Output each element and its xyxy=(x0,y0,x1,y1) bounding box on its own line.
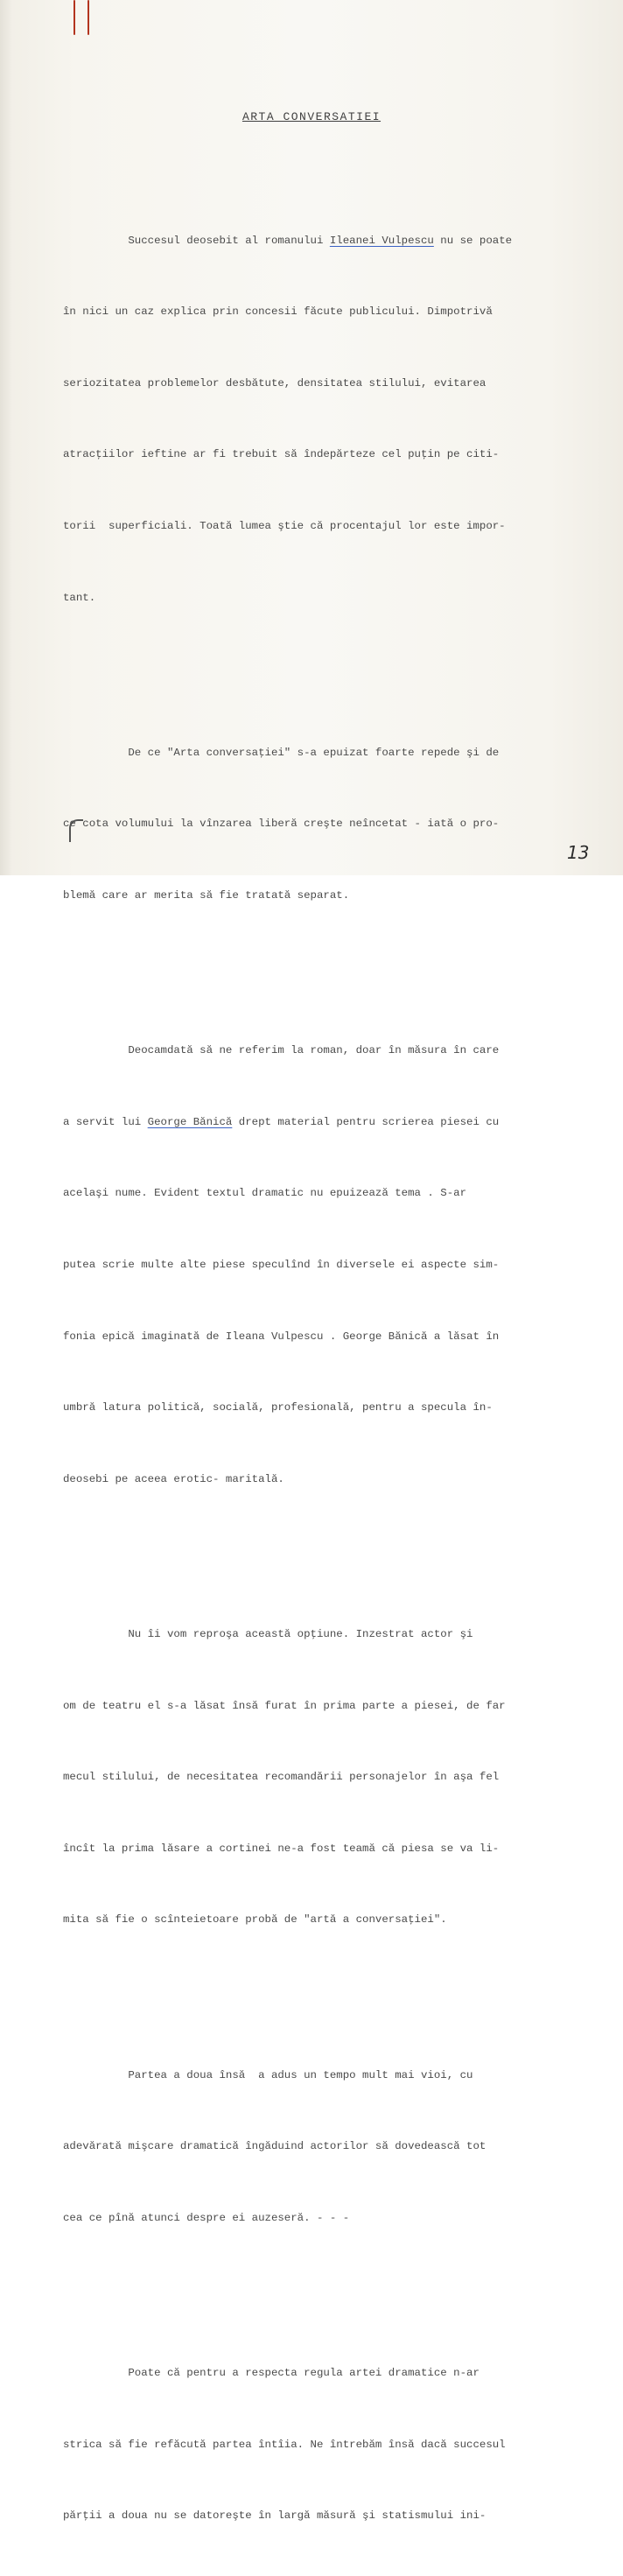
text-line: ce cota volumului la vînzarea liberă creşte neîncetat - iată o pro- xyxy=(63,818,500,831)
text-line: Nu îi vom reproşa această opţiune. Inzestrat actor şi xyxy=(63,1627,473,1640)
document-body xyxy=(63,158,553,2576)
text-line: părţii a doua nu se datoreşte în largă măsură şi statismului ini- xyxy=(63,2509,486,2523)
document-title: ARTA CONVERSATIEI xyxy=(242,110,382,123)
text-line: seriozitatea problemelor desbătute, densitatea stilului, evitarea xyxy=(63,376,486,390)
page-number: 13 xyxy=(567,842,590,863)
text-line: Succesul deosebit al romanului Ileanei Vulpescu nu se poate xyxy=(63,234,513,247)
author-name-underlined: Ileanei Vulpescu xyxy=(329,234,434,247)
text-line: încît la prima lăsare a cortinei ne-a fost teamă că piesa se va li- xyxy=(63,1842,500,1855)
text-line: fonia epică imaginată de Ileana Vulpescu . George Bănică a lăsat în xyxy=(63,1330,500,1343)
text-line: în nici un caz explica prin concesii făcute publicului. Dimpotrivă xyxy=(63,305,493,319)
binder-mark-right xyxy=(88,0,89,35)
text-line: strica să fie refăcută partea întîia. Ne întrebăm însă dacă succesul xyxy=(63,2438,506,2451)
text-line: cea ce pînă atunci despre ei auzeseră. - - - xyxy=(63,2211,350,2224)
text-line: mecul stilului, de necesitatea recomandării personajelor în aşa fel xyxy=(63,1771,500,1784)
text-line: tant. xyxy=(63,591,96,604)
text-line: umbră latura politică, socială, profesională, pentru a specula în- xyxy=(63,1401,493,1414)
text-line: Deocamdată să ne referim la roman, doar în măsura în care xyxy=(63,1044,500,1057)
text-line: putea scrie multe alte piese speculînd în diversele ei aspecte sim- xyxy=(63,1258,500,1271)
text-line: Partea a doua însă a adus un tempo mult mai vioi, cu xyxy=(63,2068,473,2081)
text-line: a servit lui George Bănică drept material pentru scrierea piesei cu xyxy=(63,1115,500,1128)
text-line: De ce "Arta conversaţiei" s-a epuizat foarte repede şi de xyxy=(63,746,500,759)
text-line: acelaşi nume. Evident textul dramatic nu epuizează tema . S-ar xyxy=(63,1187,467,1200)
text-line: mita să fie o scînteietoare probă de "artă a conversaţiei". xyxy=(63,1913,447,1927)
page-edge-shadow xyxy=(0,0,12,875)
text-line: adevărată mişcare dramatică îngăduind actorilor să dovedească tot xyxy=(63,2140,486,2153)
director-name-underlined: George Bănică xyxy=(147,1115,233,1128)
text-line: Poate că pentru a respecta regula artei dramatice n-ar xyxy=(63,2366,480,2379)
text-line: atracţiilor ieftine ar fi trebuit să îndepărteze cel puţin pe citi- xyxy=(63,448,500,461)
text-line: om de teatru el s-a lăsat însă furat în prima parte a piesei, de far xyxy=(63,1699,506,1712)
text-line: torii superficiali. Toată lumea ştie că procentajul lor este impor- xyxy=(63,519,506,532)
text-line: deosebi pe aceea erotic- maritală. xyxy=(63,1472,284,1485)
text-line: blemă care ar merita să fie tratată separat. xyxy=(63,888,350,902)
binder-mark-left xyxy=(74,0,75,35)
